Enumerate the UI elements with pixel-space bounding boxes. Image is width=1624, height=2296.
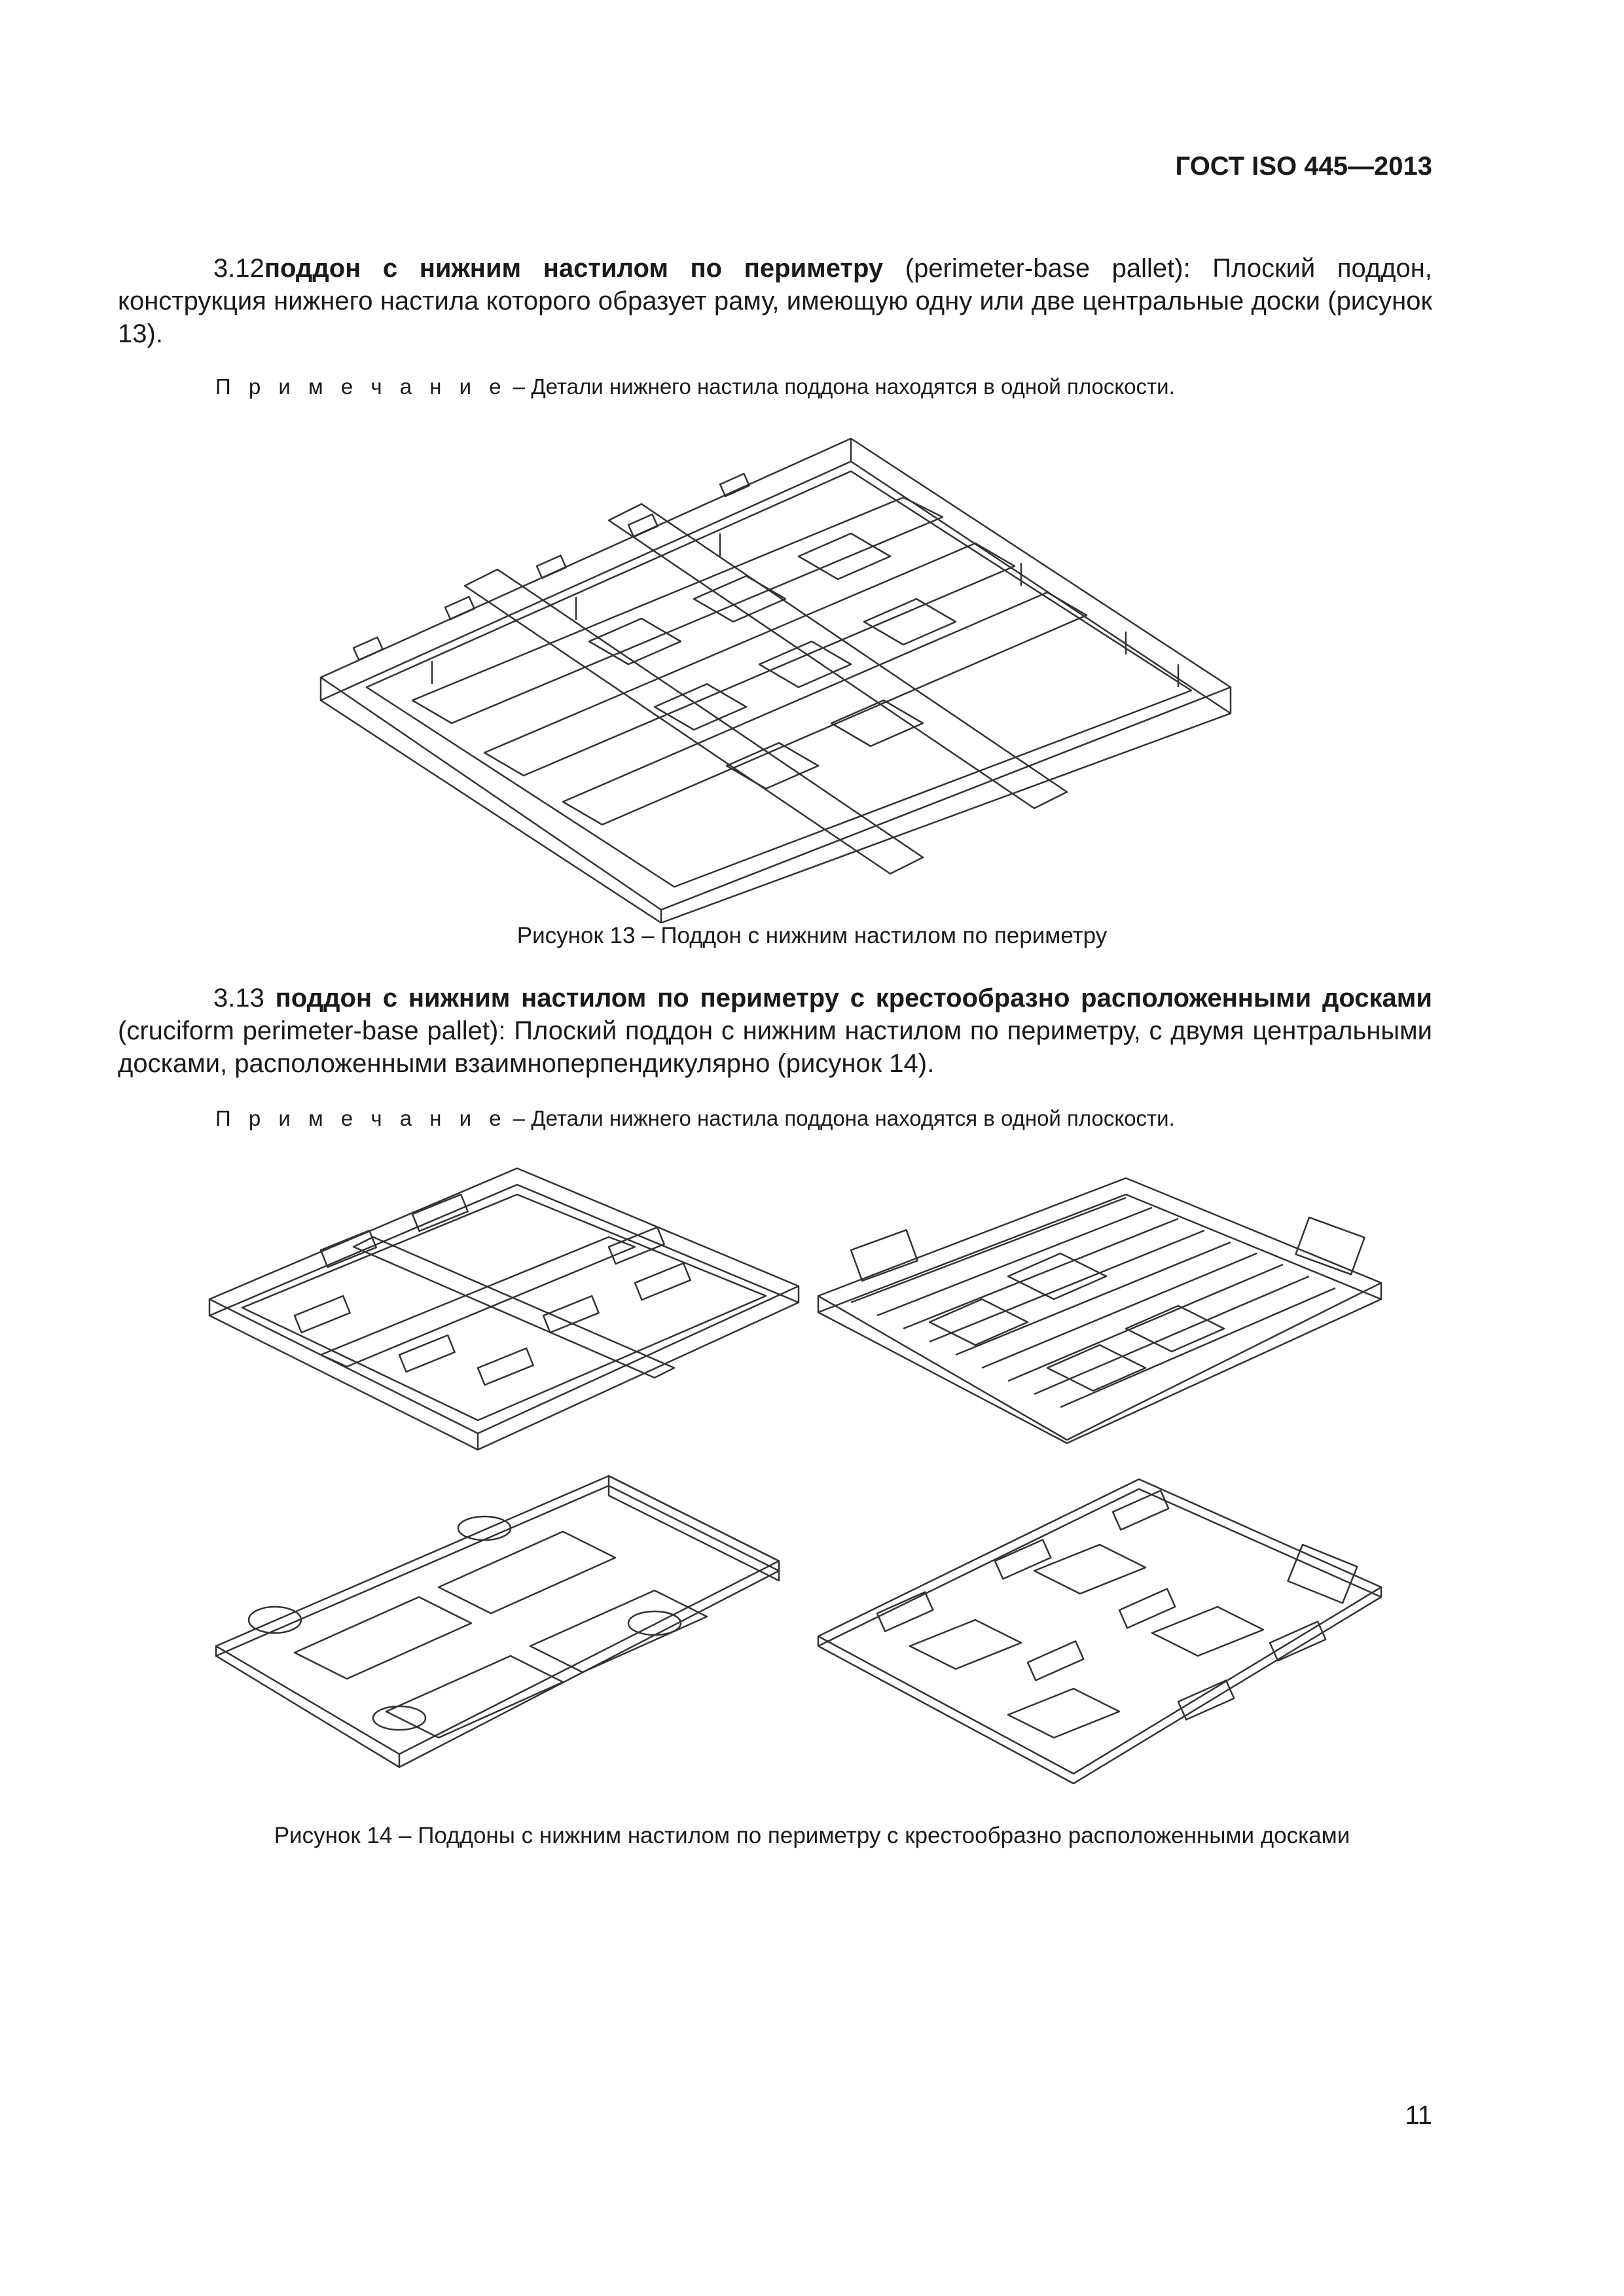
figure-14-pallet-top-right	[812, 1172, 1388, 1446]
figure-14-pallet-bottom-right	[812, 1466, 1388, 1787]
section-3-12-paragraph	[118, 252, 1432, 350]
figure-13-caption: Рисунок 13 – Поддон с нижним настилом по периметру	[516, 923, 1108, 948]
figure-14-pallet-top-left	[203, 1158, 805, 1453]
section-3-13-note	[215, 1106, 1175, 1131]
figure-14-pallet-bottom-left	[203, 1466, 792, 1793]
note-label: П р и м е ч а н и е	[215, 374, 507, 399]
page-number: 11	[1405, 2101, 1432, 2130]
section-3-12-note	[215, 374, 1175, 399]
note-text: – Детали нижнего настила поддона находятся в одной плоскости.	[507, 1106, 1175, 1130]
section-3-13-paragraph	[118, 982, 1432, 1080]
section-3-12-definition: (perimeter-base pallet): Плоский поддон, конструкция нижнего настила которого образует раму, имеющую одну или две центральные доски (рисунок 13).	[118, 254, 1432, 348]
figure-14-caption: Рисунок 14 – Поддоны с нижним настилом по периметру с крестообразно расположенными досками	[274, 1823, 1350, 1848]
section-3-12-term: поддон с нижним настилом по периметру	[264, 254, 884, 283]
note-text: – Детали нижнего настила поддона находятся в одной плоскости.	[507, 374, 1175, 399]
section-3-13-number: 3.13	[213, 984, 264, 1013]
note-label: П р и м е ч а н и е	[215, 1106, 507, 1130]
section-3-12-number: 3.12	[213, 254, 264, 283]
figure-13-pallet-drawing	[314, 425, 1244, 923]
page-header-standard: ГОСТ ISO 445—2013	[1175, 152, 1432, 181]
section-3-13-definition: (cruciform perimeter-base pallet): Плоский поддон с нижним настилом по периметру, с двумя центральными досками, расположенными взаимноперпендикулярно (рисунок 14).	[118, 1016, 1432, 1078]
section-3-13-term: поддон с нижним настилом по периметру с крестообразно расположенными досками	[275, 984, 1432, 1013]
